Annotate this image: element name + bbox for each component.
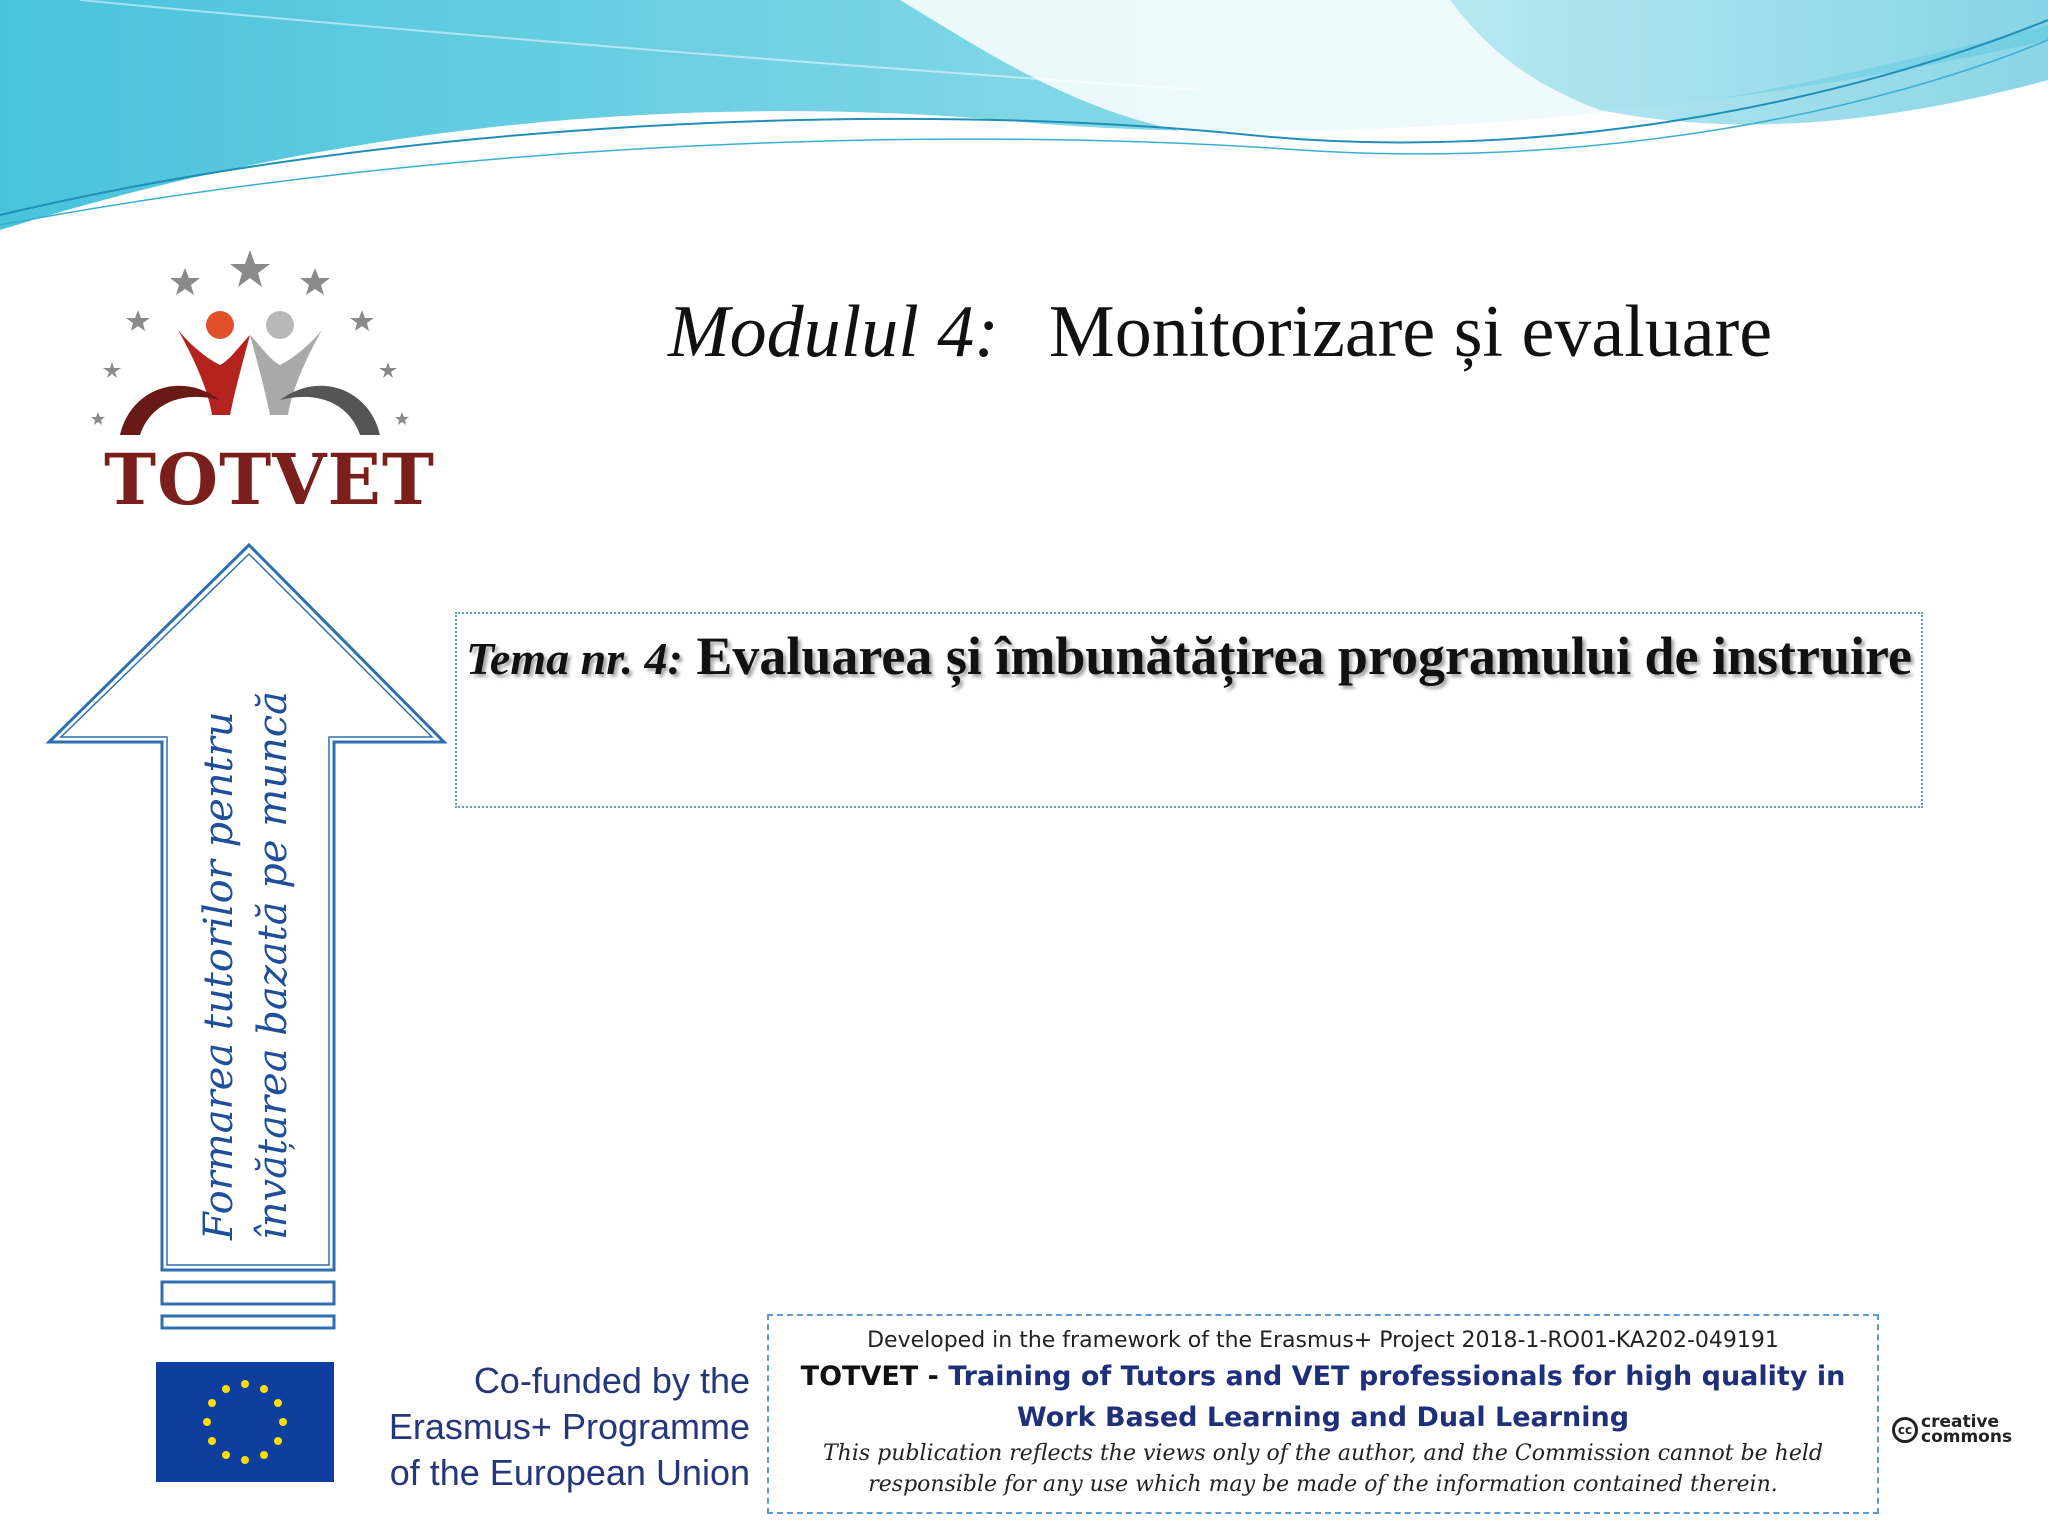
cc-icon: cc	[1892, 1417, 1918, 1443]
module-label: Modulul 4:	[668, 291, 999, 373]
topic-label: Tema nr. 4:	[466, 633, 683, 684]
eu-stars-icon	[156, 1362, 334, 1482]
cc-line2: commons	[1921, 1427, 2013, 1447]
cc-line1: creative	[1921, 1412, 2000, 1432]
logo-wordmark: TOTVET	[104, 438, 435, 521]
module-title	[668, 290, 1772, 375]
footer-disclaimer-box	[767, 1314, 1879, 1514]
totvet-logo	[70, 240, 435, 530]
eu-cofunded-text	[360, 1358, 750, 1496]
module-name: Monitorizare și evaluare	[1048, 291, 1773, 373]
footer-disclaimer: This publication reflects the views only of the author, and the Commission cannot be held responsible for any use which may be made of the information contained therein.	[823, 1441, 1823, 1497]
eu-flag	[156, 1362, 334, 1482]
header-wave-decoration	[0, 0, 2048, 240]
cc-wordmark	[1921, 1412, 2013, 1447]
footer-project-name: Training of Tutors and VET professionals for high quality in Work Based Learning and Dual Learning	[948, 1361, 1846, 1433]
logo-figures-icon	[70, 240, 430, 440]
eu-line2: Erasmus+ Programme	[388, 1406, 750, 1447]
arrow-caption	[192, 680, 300, 1240]
arrow-caption-line2: învățarea bazată pe muncă	[250, 691, 296, 1240]
arrow-caption-line1: Formarea tutorilor pentru	[196, 711, 242, 1240]
eu-line3: of the European Union	[389, 1452, 750, 1493]
eu-line1: Co-funded by the	[473, 1360, 750, 1401]
topic-title: Evaluarea și îmbunătățirea programului de instruire	[696, 626, 1912, 686]
footer-project-title	[769, 1356, 1877, 1438]
footer-brand: TOTVET -	[800, 1361, 939, 1392]
footer-project-line: Developed in the framework of the Erasmus+ Project 2018-1-RO01-KA202-049191	[867, 1328, 1779, 1353]
creative-commons-logo	[1892, 1412, 2012, 1448]
topic-box	[455, 612, 1923, 808]
